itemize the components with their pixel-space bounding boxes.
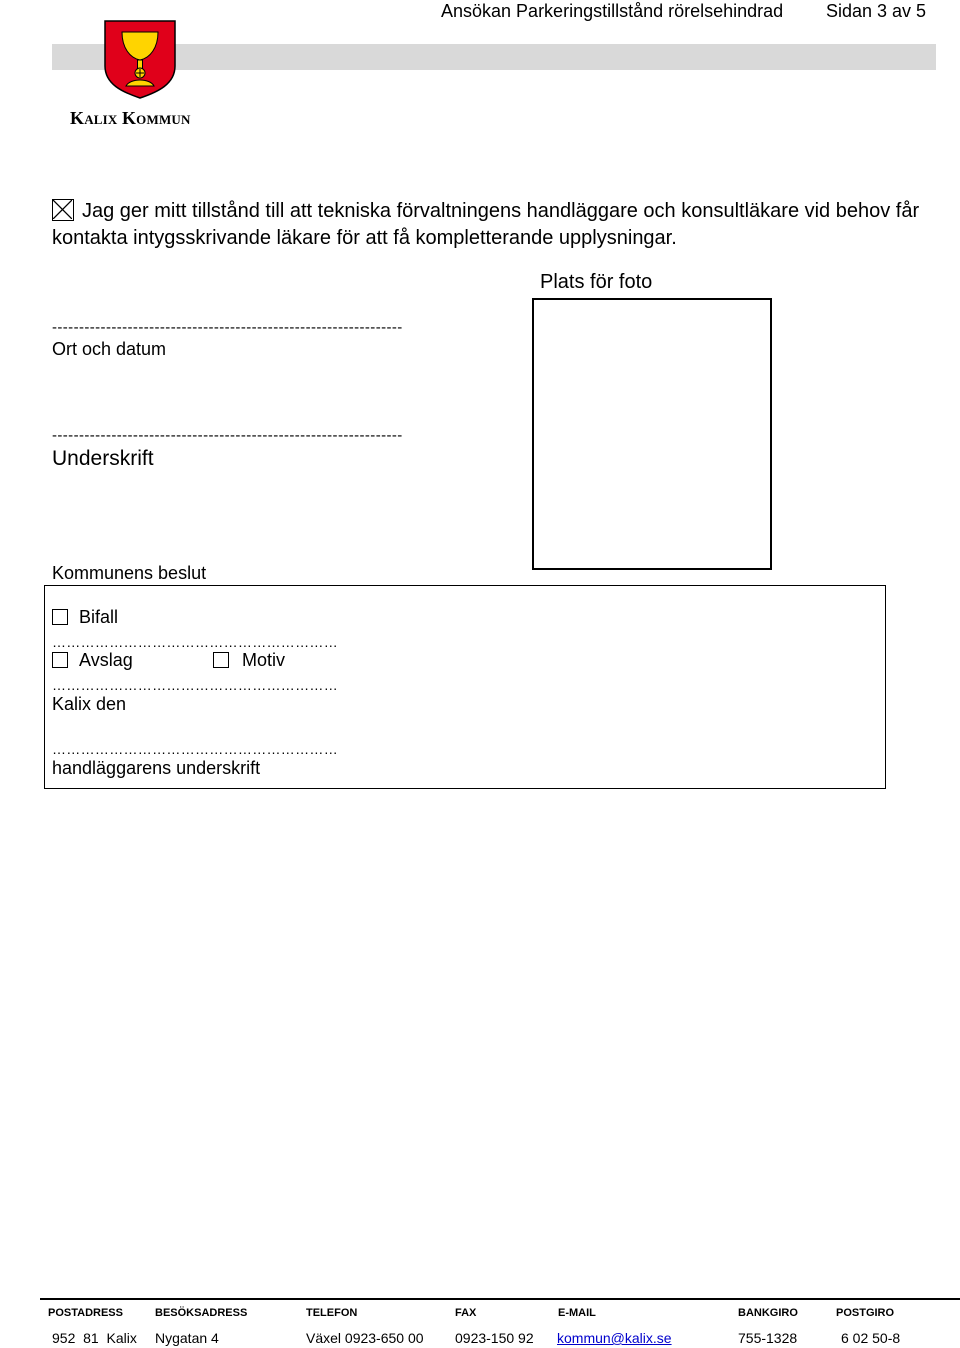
footer-header-email: E-MAIL — [558, 1307, 596, 1319]
reject-option — [52, 650, 133, 671]
photo-label: Plats för foto — [540, 271, 653, 293]
page-number: Sidan 3 av 5 — [826, 1, 927, 21]
dotted-line: …………………………………………………… — [52, 677, 338, 693]
footer-header-phone: TELEFON — [306, 1307, 358, 1319]
consent-statement — [52, 198, 932, 252]
dotted-line: …………………………………………………… — [52, 741, 338, 757]
consent-checkbox[interactable] — [52, 199, 74, 221]
header-bar — [52, 44, 936, 70]
footer-header-visit: BESÖKSADRESS — [155, 1307, 248, 1319]
approve-label: Bifall — [79, 607, 119, 627]
motive-checkbox[interactable] — [213, 652, 229, 668]
footer-postal: 952 81 Kalix — [52, 1330, 137, 1346]
footer-email-link[interactable]: kommun@kalix.se — [557, 1330, 672, 1346]
signature-line: ----------------------------------------------------------------- — [52, 427, 403, 444]
kalix-kommun-wordmark: KALIX KOMMUN — [70, 108, 191, 128]
photo-box[interactable] — [532, 298, 772, 570]
dotted-line: …………………………………………………… — [52, 634, 338, 650]
approve-option — [52, 607, 118, 628]
place-date-label: Ort och datum — [52, 339, 167, 359]
document-title: Ansökan Parkeringstillstånd rörelsehindrad — [441, 1, 784, 21]
footer-phone: Växel 0923-650 00 — [306, 1330, 424, 1346]
footer-header-postgiro: POSTGIRO — [836, 1307, 895, 1319]
motive-option — [213, 650, 285, 671]
reject-checkbox[interactable] — [52, 652, 68, 668]
footer-fax: 0923-150 92 — [455, 1330, 534, 1346]
consent-text: Jag ger mitt tillstånd till att tekniska förvaltningens handläggare och konsultläkare vid behov får kontakta intygsskrivande läkare för att få kompletterande upplysningar. — [52, 200, 920, 249]
officer-signature-label: handläggarens underskrift — [52, 758, 261, 778]
footer-divider — [40, 1298, 960, 1300]
motive-label: Motiv — [242, 650, 286, 670]
kalix-coat-of-arms-logo — [102, 18, 178, 105]
footer-bankgiro: 755-1328 — [738, 1330, 798, 1346]
place-label: Kalix den — [52, 694, 127, 714]
footer-header-bankgiro: BANKGIRO — [738, 1307, 798, 1319]
footer-header-fax: FAX — [455, 1307, 477, 1319]
reject-label: Avslag — [79, 650, 133, 670]
place-date-line: ----------------------------------------------------------------- — [52, 319, 403, 336]
approve-checkbox[interactable] — [52, 609, 68, 625]
signature-label: Underskrift — [52, 447, 154, 470]
footer-visit: Nygatan 4 — [155, 1330, 219, 1346]
footer-header-postal: POSTADRESS — [48, 1307, 123, 1319]
decision-title: Kommunens beslut — [52, 563, 207, 583]
footer-postgiro: 6 02 50-8 — [841, 1330, 901, 1346]
